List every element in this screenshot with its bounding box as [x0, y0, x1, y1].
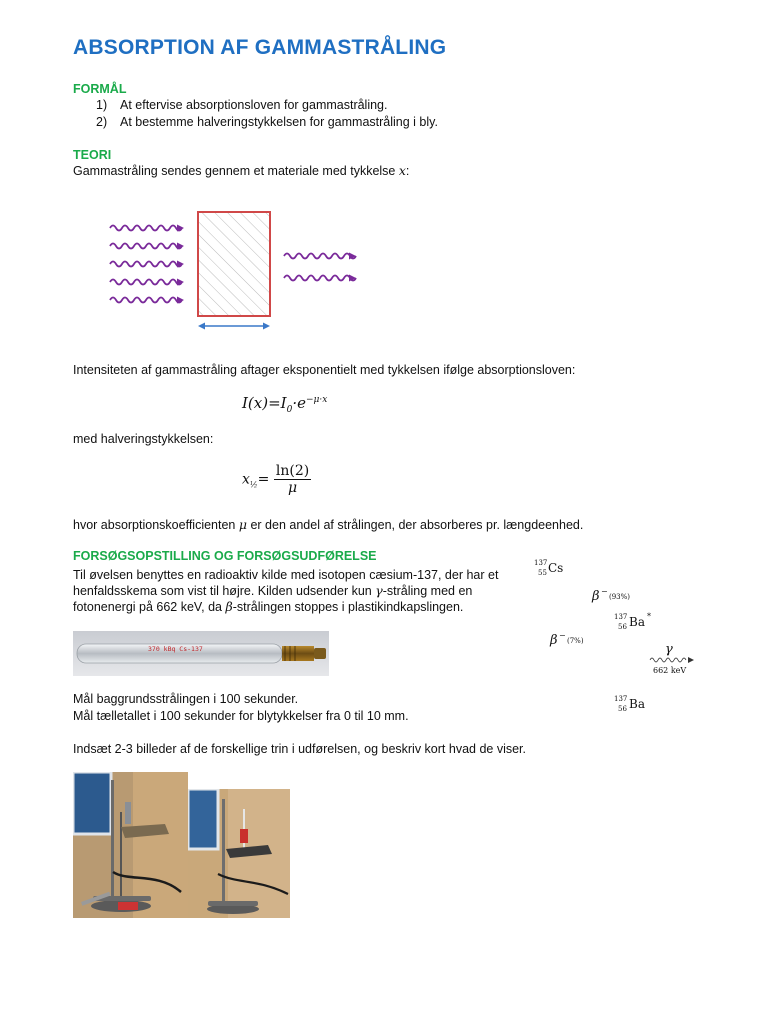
- transmitted-gamma-rays: [284, 253, 356, 282]
- ba-mass-number: 137: [614, 695, 628, 703]
- transmitted-ray-2: [284, 276, 356, 281]
- incoming-ray-2: [110, 244, 182, 249]
- ba-excited-atomic-number: 56: [618, 623, 627, 631]
- setup-photo-1: [73, 772, 188, 918]
- intensity-text: Intensiteten af gammastråling aftager eksponentielt med tykkelsen ifølge absorptionsloven:: [73, 363, 576, 377]
- cs-symbol: Cs: [548, 561, 564, 575]
- formula-subscript: 0: [286, 405, 293, 415]
- beta1-symbol: β: [592, 589, 600, 604]
- theory-intro-text: Gammastråling sendes gennem et materiale med tykkelse: [73, 164, 396, 178]
- setup-heading: FORSØGSOPSTILLING OG FORSØGSUDFØRELSE: [73, 549, 377, 563]
- incoming-ray-3: [110, 262, 182, 267]
- material-slab: [198, 212, 270, 316]
- cs-atomic-number: 55: [538, 569, 547, 577]
- beta-symbol: β: [225, 599, 233, 614]
- ba-symbol: Ba: [629, 697, 645, 711]
- beta1-percent: (93%): [609, 593, 631, 601]
- thickness-arrow: [198, 323, 270, 330]
- measure-step-1: Mål baggrundsstrålingen i 100 sekunder.: [73, 692, 299, 706]
- ba-excited-symbol: Ba: [629, 615, 645, 629]
- setup-line-1: Til øvelsen benyttes en radioaktiv kilde med isotopen cæsium-137, der har et: [73, 568, 499, 582]
- formula-equals: =: [257, 471, 270, 488]
- beta2-charge: −: [559, 631, 566, 640]
- insert-images-text: Indsæt 2-3 billeder af de forskellige trin i udførelsen, og beskriv kort hvad de viser.: [73, 742, 526, 756]
- coefficient-text-pre: hvor absorptionskoefficienten: [73, 518, 236, 532]
- setup-line-2: [73, 583, 472, 600]
- page-title: ABSORPTION AF GAMMASTRÅLING: [73, 36, 447, 59]
- mu-variable: μ: [238, 517, 247, 532]
- formula-lhs: I(x)=I: [242, 394, 287, 412]
- halving-text: med halveringstykkelsen:: [73, 432, 214, 446]
- beta1-charge: −: [601, 587, 608, 596]
- coefficient-text: [73, 517, 583, 534]
- gamma-decay-symbol: γ: [665, 642, 673, 657]
- gamma-energy: 662 keV: [653, 666, 687, 675]
- incoming-gamma-rays: [110, 225, 184, 304]
- gamma-wave-arrow: [650, 657, 694, 663]
- thickness-variable: x: [398, 163, 406, 178]
- formula-exp-base: ·e: [292, 394, 306, 412]
- decay-scheme: [528, 552, 708, 722]
- ba-atomic-number: 56: [618, 705, 627, 713]
- purpose-heading: FORMÅL: [73, 82, 127, 96]
- cs-mass-number: 137: [534, 559, 548, 567]
- formula-numerator: ln(2): [275, 463, 310, 479]
- cs137-source-photo: [73, 631, 329, 676]
- beta2-symbol: β: [550, 633, 558, 648]
- theory-intro-end: :: [405, 164, 410, 178]
- coefficient-text-post: er den andel af strålingen, der absorberes pr. længdeenhed.: [250, 518, 584, 532]
- incoming-ray-4: [110, 280, 182, 285]
- ba-excited-mass-number: 137: [614, 613, 628, 621]
- formula-denominator: μ: [287, 480, 298, 496]
- absorption-law-formula: [242, 394, 327, 415]
- incoming-ray-5: [110, 298, 182, 303]
- halving-thickness-formula: [242, 463, 311, 496]
- setup-line-3-text: fotonenergi på 662 keV, da: [73, 600, 222, 614]
- transmitted-ray-1: [284, 254, 356, 259]
- theory-heading: TEORI: [73, 148, 112, 162]
- source-label: 370 kBq Cs-137: [148, 645, 203, 653]
- gamma-symbol: γ: [375, 583, 383, 598]
- setup-line-2-end: -stråling med en: [382, 584, 473, 598]
- setup-line-3: [73, 599, 463, 616]
- setup-line-2-text: henfaldsskema som vist til højre. Kilden udsender kun: [73, 584, 372, 598]
- purpose-item-1: [96, 97, 388, 114]
- measure-step-2: Mål tælletallet i 100 sekunder for blytykkelser fra 0 til 10 mm.: [73, 709, 409, 723]
- purpose-item-text: At eftervise absorptionsloven for gammastråling.: [120, 98, 388, 112]
- purpose-item-text: At bestemme halveringstykkelsen for gammastråling i bly.: [120, 115, 438, 129]
- purpose-item-number: 1): [96, 98, 108, 112]
- formula-x: x: [242, 471, 250, 488]
- theory-intro: [73, 163, 409, 180]
- purpose-item-number: 2): [96, 115, 108, 129]
- incoming-ray-1: [110, 226, 182, 231]
- formula-fraction: [274, 463, 311, 496]
- formula-half: ½: [249, 480, 258, 490]
- formula-exponent: −μ·x: [305, 395, 328, 405]
- absorption-diagram: [100, 200, 370, 340]
- beta2-percent: (7%): [567, 637, 584, 645]
- setup-line-3-end: -strålingen stoppes i plastikindkapslingen.: [232, 600, 464, 614]
- ba-excited-star: *: [647, 612, 651, 621]
- setup-photo-2: [188, 789, 290, 918]
- purpose-item-2: [96, 114, 438, 131]
